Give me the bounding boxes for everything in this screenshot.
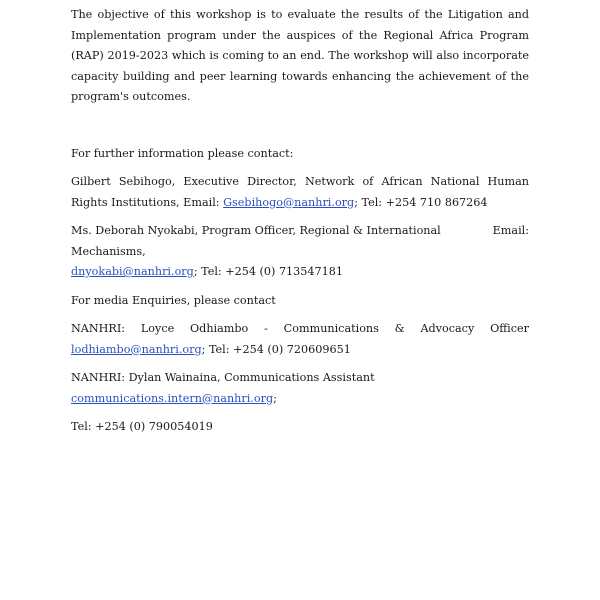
email-link-lodhiambo[interactable]: lodhiambo@nanhri.org — [71, 342, 202, 356]
media-contact-loyce-tel: ; Tel: +254 (0) 720609651 — [201, 342, 351, 356]
email-link-dnyokabi[interactable]: dnyokabi@nanhri.org — [71, 265, 194, 278]
media-contact-dylan-text: NANHRI: Dylan Wainaina, Communications Assistant — [71, 371, 375, 384]
media-contact-dylan-tel: Tel: +254 (0) 790054019 — [71, 420, 213, 433]
spacer — [71, 108, 529, 144]
media-contact-dylan-suffix: ; — [273, 391, 277, 405]
contact-gilbert-text: Gilbert Sebihogo, Executive Director, Network of African National Human Rights Institutions, Email: — [71, 175, 529, 209]
media-contact-dylan — [71, 368, 529, 409]
document-page — [71, 5, 529, 438]
media-contact-loyce — [71, 319, 529, 360]
email-link-communications-intern[interactable]: communications.intern@nanhri.org — [71, 391, 274, 405]
contact-deborah — [71, 221, 529, 283]
contact-gilbert — [71, 172, 529, 213]
contact-deborah-text: Ms. Deborah Nyokabi, Program Officer, Regional & International Mechanisms, — [71, 224, 441, 258]
intro-paragraph: The objective of this workshop is to evaluate the results of the Litigation and Implementation program under the auspices of the Regional Africa Program (RAP) 2019-2023 which is coming to an end. The workshop will also incorporate capacity building and peer learning towards enhancing the achievement of the program's outcomes. — [71, 8, 529, 103]
contact-deborah-email-label: Email: — [492, 224, 529, 237]
contact-heading: For further information please contact: — [71, 146, 294, 160]
email-link-gsebihogo[interactable]: Gsebihogo@nanhri.org — [223, 195, 355, 209]
media-heading: For media Enquiries, please contact — [71, 293, 276, 307]
media-contact-loyce-text: NANHRI: Loyce Odhiambo - Communications & Advocacy Officer — [71, 322, 529, 335]
contact-deborah-tel: ; Tel: +254 (0) 713547181 — [193, 265, 344, 278]
contact-gilbert-tel: ; Tel: +254 710 867264 — [354, 195, 488, 209]
